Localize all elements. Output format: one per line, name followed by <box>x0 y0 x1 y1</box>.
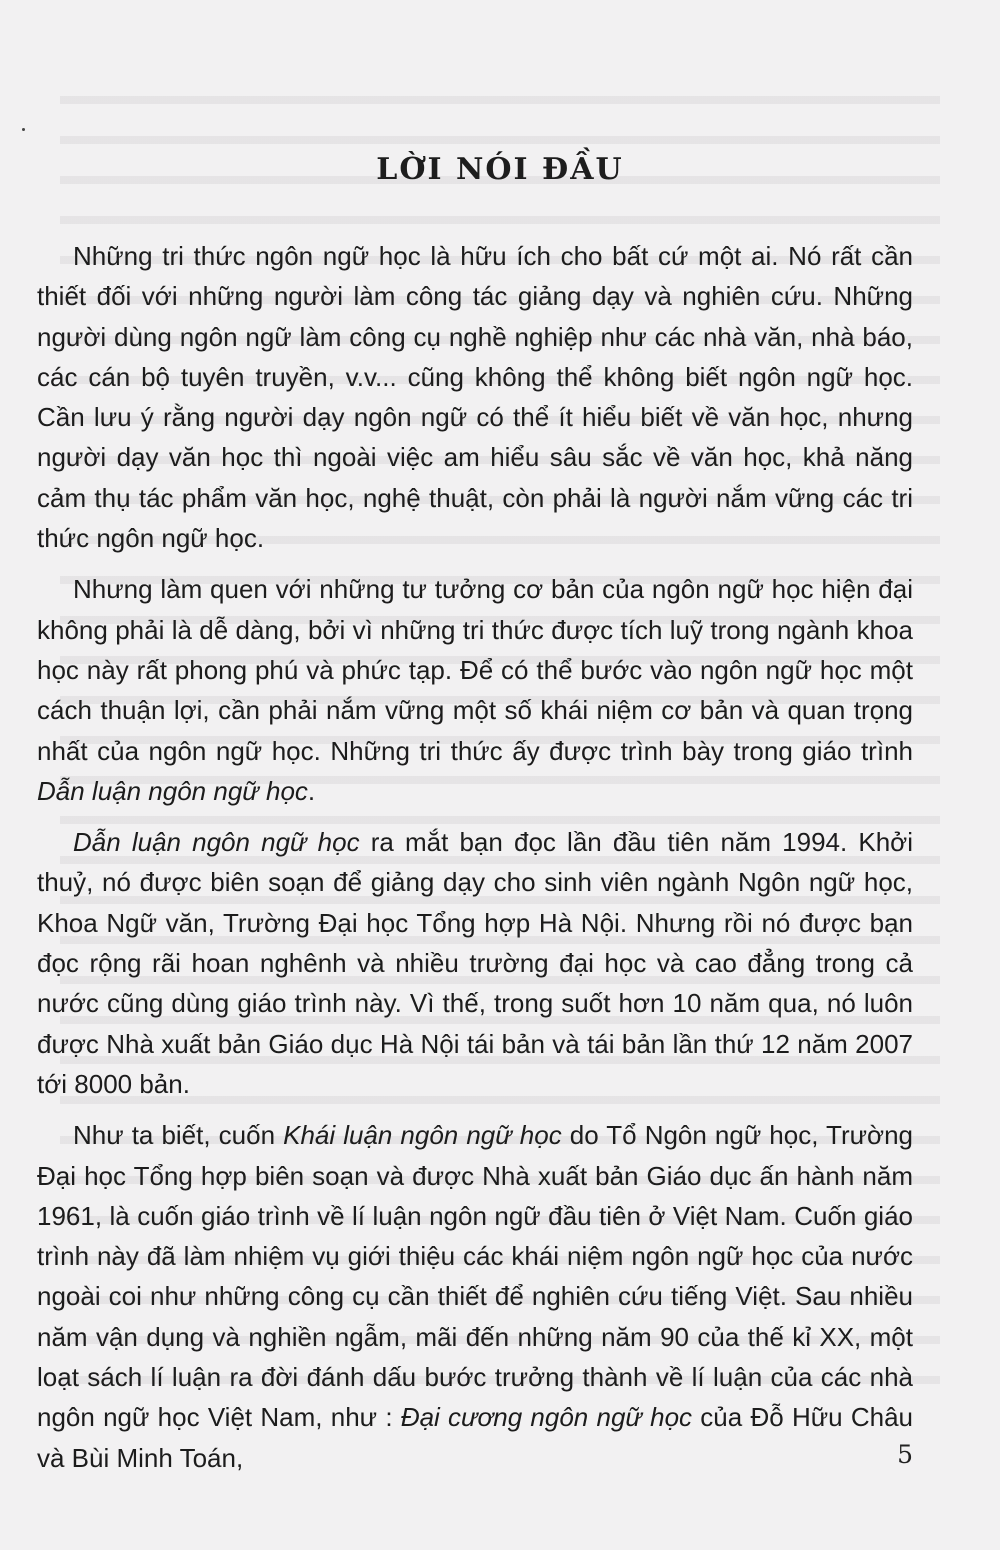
paragraph-2 <box>37 569 913 811</box>
paragraph-4-start: Như ta biết, cuốn <box>73 1120 284 1151</box>
paragraph-4 <box>37 1115 913 1478</box>
speck-mark <box>22 128 25 131</box>
book-title-italic: Khái luận ngôn ngữ học <box>283 1120 562 1151</box>
paragraph-3 <box>37 822 913 1104</box>
paragraph-1: Những tri thức ngôn ngữ học là hữu ích cho bất cứ một ai. Nó rất cần thiết đối với những người làm công tác giảng dạy và nghiên cứu. Những người dùng ngôn ngữ làm công cụ nghề nghiệp như các nhà văn, nhà báo, các cán bộ tuyên truyền, v.v... cũng không thể không biết ngôn ngữ học. Cần lưu ý rằng người dạy ngôn ngữ có thể ít hiểu biết về văn học, nhưng người dạy văn học thì ngoài việc am hiểu sâu sắc về văn học, khả năng cảm thụ tác phẩm văn học, nghệ thuật, còn phải là người nắm vững các tri thức ngôn ngữ học. <box>37 241 913 554</box>
paragraph-3-text: ra mắt bạn đọc lần đầu tiên năm 1994. Khởi thuỷ, nó được biên soạn để giảng dạy cho sinh viên ngành Ngôn ngữ học, Khoa Ngữ văn, Trường Đại học Tổng hợp Hà Nội. Nhưng rồi nó được bạn đọc rộng rãi hoan nghênh và nhiều trường đại học và cao đẳng trong cả nước cũng dùng giáo trình này. Vì thế, trong suốt hơn 10 năm qua, nó luôn được Nhà xuất bản Giáo dục Hà Nội tái bản và tái bản lần thứ 12 năm 2007 tới 8000 bản. <box>37 827 914 1099</box>
book-title-italic: Dẫn luận ngôn ngữ học <box>37 775 308 806</box>
paragraph-4-middle: do Tổ Ngôn ngữ học, Trường Đại học Tổng hợp biên soạn và được Nhà xuất bản Giáo dục ấn hành năm 1961, là cuốn giáo trình về lí luận ngôn ngữ đầu tiên ở Việt Nam. Cuốn giáo trình này đã làm nhiệm vụ giới thiệu các khái niệm ngôn ngữ học của nước ngoài coi như những công cụ cần thiết để nghiên cứu tiếng Việt. Sau nhiều năm vận dụng và nghiền ngẫm, mãi đến những năm 90 của thế kỉ XX, một loạt sách lí luận ra đời đánh dấu bước trưởng thành về lí luận của các nhà ngôn ngữ học Việt Nam, như : <box>37 1120 913 1433</box>
paragraph-2-end: . <box>307 775 316 806</box>
paragraph-2-text: Nhưng làm quen với những tư tưởng cơ bản của ngôn ngữ học hiện đại không phải là dễ dàng, bởi vì những tri thức được tích luỹ trong ngành khoa học này rất phong phú và phức tạp. Để có thể bước vào ngôn ngữ học một cách thuận lợi, cần phải nắm vững một số khái niệm cơ bản và quan trọng nhất của ngôn ngữ học. Những tri thức ấy được trình bày trong giáo trình <box>37 574 913 766</box>
book-title-italic: Dẫn luận ngôn ngữ học <box>73 827 360 858</box>
book-title-italic: Đại cương ngôn ngữ học <box>400 1402 693 1433</box>
body-text <box>37 236 913 1489</box>
paragraph-4-end: của Đỗ Hữu Châu và Bùi Minh Toán, <box>37 1402 913 1473</box>
page-title: LỜI NÓI ĐẦU <box>376 152 624 187</box>
page-number: 5 <box>897 1440 913 1469</box>
